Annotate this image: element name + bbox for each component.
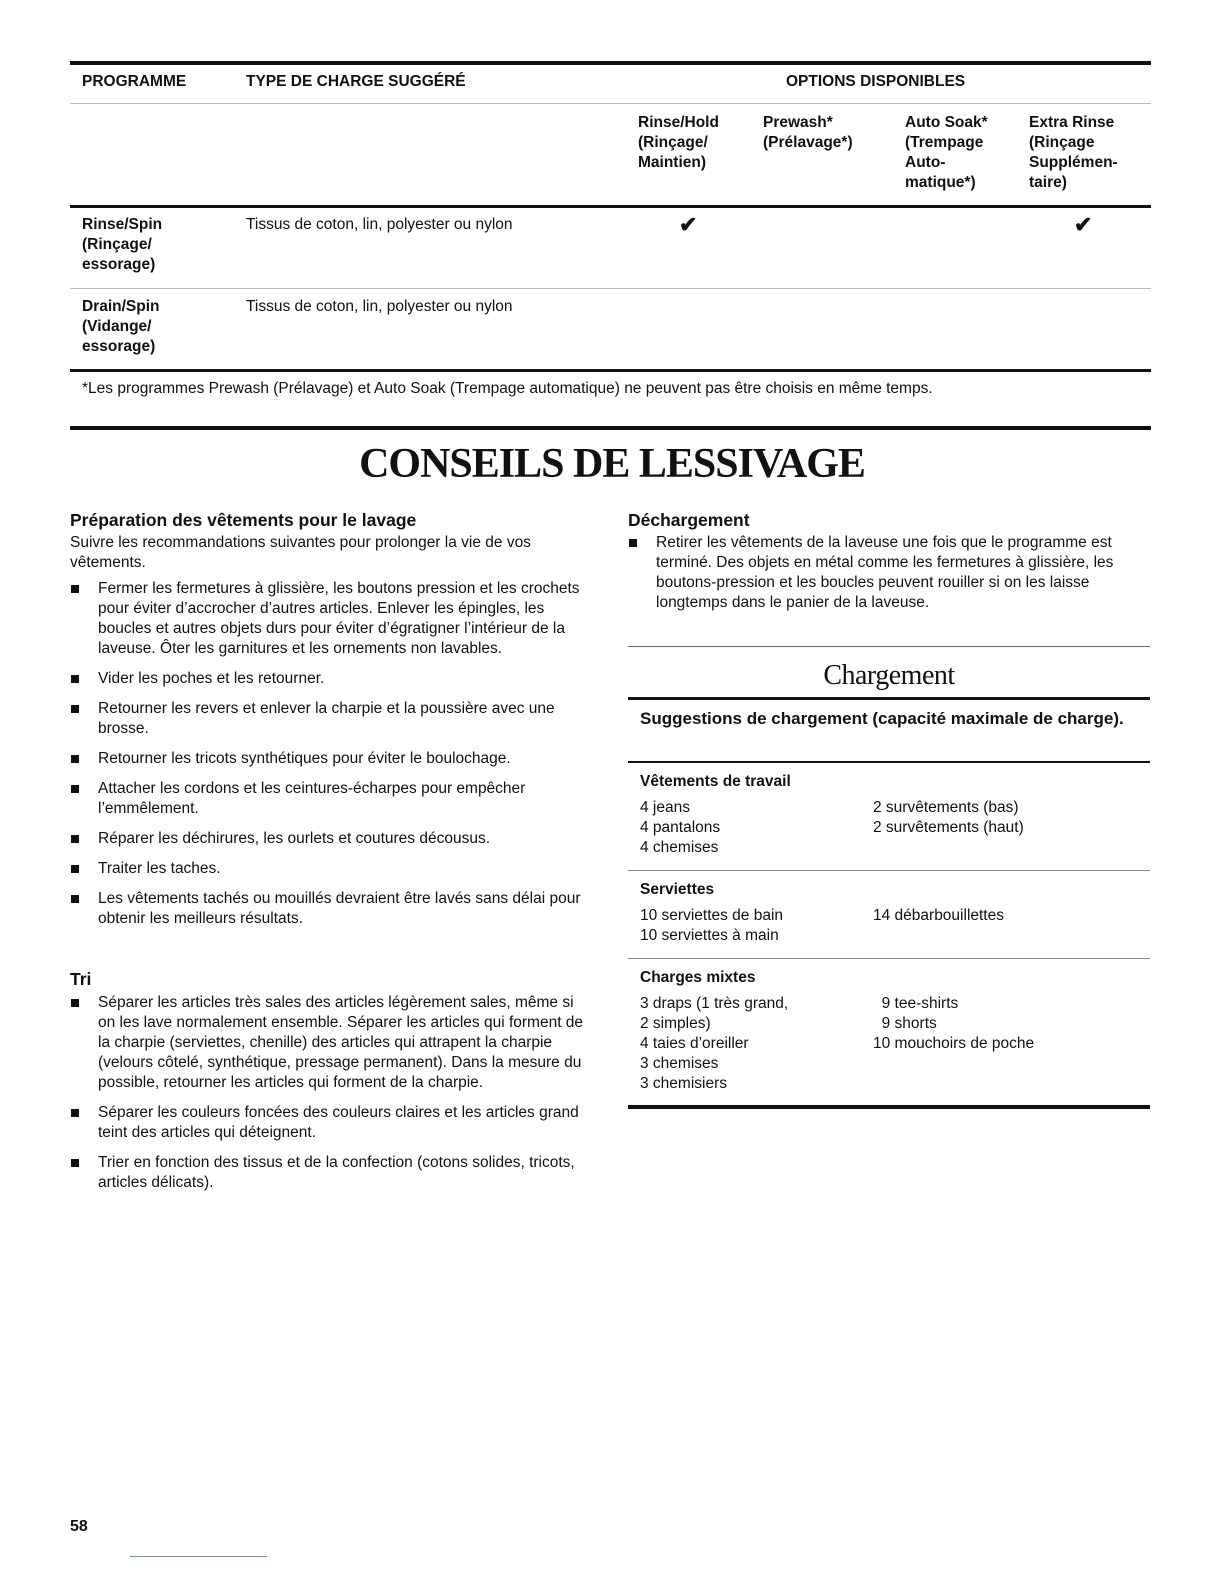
bullet-icon <box>629 539 637 547</box>
list-item <box>70 779 592 819</box>
option-line: Extra Rinse <box>1029 114 1115 131</box>
check-icon: ✔ <box>679 212 698 237</box>
load-item: 2 survêtements (haut) <box>873 819 1024 836</box>
bullet-icon <box>71 835 79 843</box>
option-col-prewash <box>763 113 853 153</box>
row-load-drain-spin: Tissus de coton, lin, polyester ou nylon <box>246 298 513 315</box>
list-item <box>628 533 1152 613</box>
load-group-towels <box>640 880 1150 946</box>
bullet-icon <box>71 865 79 873</box>
load-item: 10 mouchoirs de poche <box>873 1035 1035 1052</box>
load-item: 2 simples) <box>640 1015 711 1032</box>
list-item <box>70 749 592 769</box>
option-line: taire) <box>1029 174 1067 191</box>
option-line: (Rinçage <box>1029 134 1095 151</box>
header-options: OPTIONS DISPONIBLES <box>786 73 966 90</box>
load-item: 4 jeans <box>640 799 690 816</box>
list-item <box>70 699 592 739</box>
section-divider <box>628 646 1150 647</box>
preparation-list <box>70 579 592 939</box>
bullet-icon <box>71 705 79 713</box>
list-item-text: Les vêtements tachés ou mouillés devraient être lavés sans délai pour obtenir les meilleurs résultats. <box>98 890 581 927</box>
row-programme-rinse-spin <box>82 215 162 275</box>
loading-heading: Chargement <box>823 660 955 691</box>
list-item-text: Séparer les articles très sales des articles légèrement sales, même si on les lave normalement ensemble. Séparer les articles qui forment de la charpie (serviettes, chenille) des articles qui attrapent la charpie (velours côtelé, synthétique, pressage permanent). Dans la mesure du possible, retourner les articles qui forment de la charpie. <box>98 994 584 1091</box>
bullet-icon <box>71 1159 79 1167</box>
load-item: 4 chemises <box>640 839 719 856</box>
option-line: Prewash* <box>763 114 833 131</box>
load-item: 14 débarbouillettes <box>873 907 1004 924</box>
page-title: CONSEILS DE LESSIVAGE <box>359 441 865 487</box>
check-icon: ✔ <box>1074 212 1093 237</box>
header-divider <box>70 103 1151 104</box>
option-col-extra-rinse <box>1029 113 1118 193</box>
load-item: 10 serviettes de bain <box>640 907 784 924</box>
preparation-intro: Suivre les recommandations suivantes pour prolonger la vie de vos vêtements. <box>70 534 531 571</box>
load-group-divider <box>628 958 1150 959</box>
load-group-title: Charges mixtes <box>640 969 756 986</box>
list-item-text: Réparer les déchirures, les ourlets et coutures décousus. <box>98 830 491 847</box>
option-line: (Prélavage*) <box>763 134 853 151</box>
load-item: 2 survêtements (bas) <box>873 799 1019 816</box>
list-item-text: Retourner les revers et enlever la charpie et la poussière avec une brosse. <box>98 700 555 737</box>
load-item: 9 shorts <box>873 1015 937 1032</box>
load-group-workwear <box>640 772 1150 858</box>
bullet-icon <box>71 585 79 593</box>
sorting-heading: Tri <box>70 969 92 989</box>
list-item-text: Retirer les vêtements de la laveuse une fois que le programme est terminé. Des objets en métal comme les fermetures à glissière, les boutons-pression et les boucles peuvent rouiller si on les laisse longtemps dans le panier de la laveuse. <box>656 534 1114 611</box>
programme-line: (Rinçage/ <box>82 236 152 253</box>
option-line: Supplémen- <box>1029 154 1118 171</box>
list-item-text: Trier en fonction des tissus et de la confection (cotons solides, tricots, articles délicats). <box>98 1154 575 1191</box>
table-footnote: *Les programmes Prewash (Prélavage) et Auto Soak (Trempage automatique) ne peuvent pas être choisis en même temps. <box>82 380 933 397</box>
table-bottom-rule <box>70 369 1151 372</box>
programme-line: Drain/Spin <box>82 298 160 315</box>
bullet-icon <box>71 755 79 763</box>
option-col-rinse-hold <box>638 113 719 173</box>
option-line: matique*) <box>905 174 976 191</box>
list-item <box>70 889 592 929</box>
list-item <box>70 579 592 659</box>
load-group-title: Vêtements de travail <box>640 773 791 790</box>
load-item: 10 serviettes à main <box>640 927 779 944</box>
list-item-text: Retourner les tricots synthétiques pour éviter le boulochage. <box>98 750 511 767</box>
list-item-text: Traiter les taches. <box>98 860 221 877</box>
list-item-text: Séparer les couleurs foncées des couleurs claires et les articles grand teint des articles qui déteignent. <box>98 1104 579 1141</box>
load-item: 4 taies d’oreiller <box>640 1035 749 1052</box>
preparation-heading: Préparation des vêtements pour le lavage <box>70 510 417 530</box>
loading-suggestions: Suggestions de chargement (capacité maximale de charge). <box>640 709 1124 728</box>
row-programme-drain-spin <box>82 297 160 357</box>
option-col-auto-soak <box>905 113 988 193</box>
table-top-rule <box>70 61 1151 65</box>
list-item <box>70 859 592 879</box>
load-group-title: Serviettes <box>640 881 715 898</box>
bullet-icon <box>71 1109 79 1117</box>
load-item: 3 chemisiers <box>640 1075 727 1092</box>
programme-line: (Vidange/ <box>82 318 152 335</box>
sorting-list <box>70 993 592 1203</box>
list-item <box>70 829 592 849</box>
row-divider <box>70 288 1151 289</box>
unloading-heading: Déchargement <box>628 510 750 530</box>
list-item-text: Attacher les cordons et les ceintures-écharpes pour empêcher l’emmêlement. <box>98 780 526 817</box>
bullet-icon <box>71 895 79 903</box>
list-item <box>70 993 592 1093</box>
row-load-rinse-spin: Tissus de coton, lin, polyester ou nylon <box>246 216 513 233</box>
header-load-type: TYPE DE CHARGE SUGGÉRÉ <box>246 73 466 90</box>
option-line: Maintien) <box>638 154 707 171</box>
load-item: 3 chemises <box>640 1055 719 1072</box>
table-header-bottom-rule <box>70 205 1151 208</box>
load-group-divider <box>628 870 1150 871</box>
programme-line: Rinse/Spin <box>82 216 163 233</box>
load-group-mixed <box>640 968 1150 1094</box>
option-line: Rinse/Hold <box>638 114 719 131</box>
list-item <box>70 669 592 689</box>
option-line: (Trempage <box>905 134 984 151</box>
programme-line: essorage) <box>82 256 156 273</box>
load-item: 4 pantalons <box>640 819 721 836</box>
bullet-icon <box>71 785 79 793</box>
link-underline <box>130 1556 267 1557</box>
header-programme: PROGRAMME <box>82 73 187 90</box>
loading-suggestions-rule <box>628 761 1150 763</box>
list-item <box>70 1103 592 1143</box>
option-line: Auto Soak* <box>905 114 988 131</box>
unloading-list <box>628 533 1152 623</box>
loading-bottom-rule <box>628 1105 1150 1109</box>
bullet-icon <box>71 999 79 1007</box>
bullet-icon <box>71 675 79 683</box>
list-item-text: Vider les poches et les retourner. <box>98 670 325 687</box>
option-line: (Rinçage/ <box>638 134 708 151</box>
load-item: 3 draps (1 très grand, <box>640 995 789 1012</box>
programme-line: essorage) <box>82 338 156 355</box>
option-line: Auto- <box>905 154 946 171</box>
title-top-rule <box>70 426 1151 430</box>
list-item <box>70 1153 592 1193</box>
loading-top-rule <box>628 697 1150 700</box>
list-item-text: Fermer les fermetures à glissière, les boutons pression et les crochets pour éviter d’accrocher d’autres articles. Enlever les épingles, les boucles et autres objets durs pour éviter d’égratigner l’intérieur de la laveuse. Ôter les garnitures et les ornements non lavables. <box>98 580 580 657</box>
load-item: 9 tee-shirts <box>873 995 959 1012</box>
page-number: 58 <box>70 1518 88 1535</box>
